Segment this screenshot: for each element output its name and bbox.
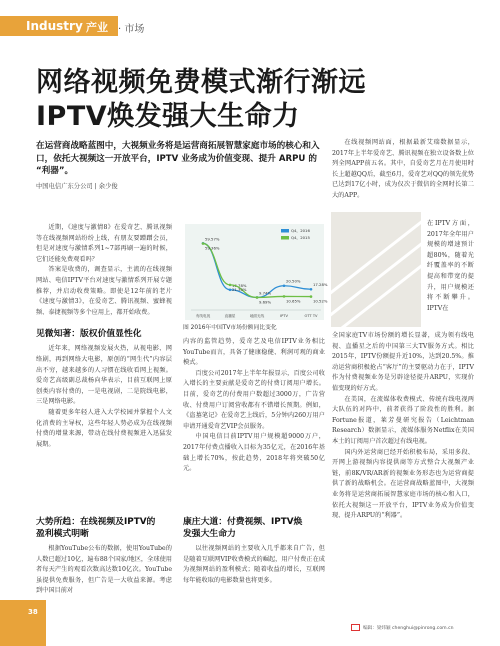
data-label: 10.52%	[313, 298, 328, 304]
footer-contact-text: 编辑：梁炜颖 chenghui@pinrong.com.cn	[363, 625, 454, 631]
data-label: 10.65%	[286, 298, 301, 304]
graphic-stroke	[325, 253, 437, 342]
section-label-cn: 产业	[86, 21, 108, 34]
paragraph: 以往视频网站的主要收入几乎都来自广告，但是随着互联网VIP收费模式的崛起，用户付费正在成为视频网站的盈利模式；随着收益的增长，互联网每年能收取的电影数量也将更多。	[183, 545, 325, 584]
paragraph: 答案是收费的，调查显示，主流的在线视频网站、电信IPTV平台对速度与激情系列开展专题推荐，并启动收费策略。即使是12年前的老片《速度与激情3》，在爱奇艺、腾讯视频、蜜蜂视频、泰捷视频等多个应用上，都开始收费。	[36, 266, 172, 316]
data-label: 9.69%	[259, 299, 272, 305]
legend-label: Q4，2016	[291, 228, 310, 233]
series-point	[229, 288, 232, 291]
article-title-line2: IPTV焕发强大生命力	[36, 101, 300, 132]
graphic-stroke	[325, 209, 437, 298]
footer-page-tab	[0, 600, 46, 646]
data-label: 17.28%	[313, 282, 328, 288]
section-heading	[183, 516, 325, 540]
legend-swatch	[281, 229, 289, 233]
legend-swatch	[281, 236, 289, 240]
series-point	[283, 284, 286, 287]
paragraph: 在线视频网站面，根据最新艾瑞数据显示，2017年上半年爱奇艺、腾讯视频在独立设备数上位列全网APP前五名。其中，自爱奇艺月在月使用时长上超越QQ后，截至6月，爱奇艺对QQ的领先优势已达到17亿小时，成为仅次于微信的全网时长第二大的APP。	[332, 139, 474, 199]
x-tick-label: OTT TV	[304, 314, 318, 318]
data-label: 20.50%	[286, 278, 301, 284]
series-point	[256, 296, 259, 299]
data-label: 16.78%	[232, 282, 247, 288]
column-left	[36, 223, 172, 450]
article-byline: 中国电信广东分公司 | 余少俊	[36, 183, 118, 190]
x-tick-label: IPTV	[280, 314, 288, 318]
x-tick-label: 直播星	[224, 314, 236, 318]
section-heading-line: 发强大生命力	[183, 529, 236, 539]
paragraph: 全国家庭TV市场份额的增长显著，成为领有线电视、直播星之后的中国第三大TV服务方式。相比2015年，IPTV份额提升近10%，达到20.5%。推动运营商积极抢占“客厅”的主要驱动力在于，IPTV作为付费视频业务是另辟途径提升ARPU，实现价值变现的好方式。	[332, 332, 474, 392]
paragraph: 中国电信目前IPTV用户规模超9000万户，2017年付费点播收入目标为35亿元，在2016年基础上增长70%，按此趋势，2018年将突破50亿元。	[183, 433, 325, 473]
paragraph: 根据YouTube公布的数据，使用YouTube的人数已超过10亿，遍布88个国家/地区，全球使用者每天产生的观看次数高达数10亿次。YouTube虽提供免费服务，但广告是一大收益来源。考虑到中国目前对	[36, 545, 172, 595]
section-label-en: Industry	[26, 19, 83, 33]
column-right-full	[332, 331, 474, 522]
section-heading	[36, 516, 172, 540]
decorative-graphic	[331, 212, 421, 327]
mail-icon	[351, 624, 360, 631]
section-heading: 见微知著：版权价值显性化	[36, 329, 142, 340]
paragraph: 在IPTV方面，2017年全年用户规模的增速预计超80%，随着光纤覆盖率的不断提高和带宽的提升，用户规模还将不断攀升。IPTV在	[427, 220, 474, 312]
section-heading-line: 盈利模式明晰	[36, 529, 89, 539]
series-point	[310, 288, 313, 291]
section-sub-label: · 市场	[118, 24, 145, 35]
paragraph: 近期，《速度与激情8》在爱奇艺、腾讯视频等在线视频网站纷纷上线，有朋友要蹭蹭会员，但是对速度与激情系列1~7部再刷一遍的时候，它们还能免费观看吗？	[36, 224, 172, 263]
data-label: 9.74%	[259, 290, 272, 296]
graphic-stroke	[325, 231, 437, 320]
column-right	[332, 138, 474, 202]
page-number: 38	[28, 608, 38, 616]
paragraph: 在美国，在流媒体收费模式、传统有线电视两大队伍的对阵中，前者获得了阶段性的胜利。据Fortune报道，莱芳曼研究报告（Leichtman Research）数据显示，流媒体服务Netflix在美国本土的订阅用户首次超过有线电视。	[332, 395, 474, 445]
article-lead: 在运营商战略蓝图中，大视频业务将是运营商拓展智慧家庭市场的核心和入口，依托大视频这一开放平台，IPTV 业务成为价值变现、提升 ARPU 的 “利器”。	[36, 141, 320, 176]
column-right-wrap	[427, 219, 474, 314]
section-heading-line: 康庄大道：付费视频、IPTV焕	[183, 517, 303, 527]
paragraph: 百度公司2017年上半年年报显示，百度公司收入增长的主要贡献是爱奇艺的付费订阅用户增长。目前，爱奇艺的付费用户数超过3000万，广告营收、付费用户订阅营收都有不错增长预期。例如，《盗墓笔记》在爱奇艺上线后，5分钟内260万用户申请开通爱奇艺VIP会员服务。	[183, 369, 325, 430]
column-middle	[183, 337, 325, 475]
paragraph: 国内外运营商已经开始积极布局，采用多段、开网上游视频内容提供商等方式整合大视频产业链，前8K/VR/AR新的视频业务形态也为运营商提供了新的战略机会。在运营商战略蓝图中，大视频业务将是运营商拓展智慧家庭市场的核心和入口，依托大视频这一开放平台，IPTV业务成为价值变现、提升ARPU的“利器”。	[332, 448, 474, 520]
series-point	[229, 284, 232, 287]
series-point	[202, 242, 205, 245]
article-title	[36, 66, 476, 134]
x-tick-label: 有线电视	[195, 314, 211, 318]
series-point	[310, 295, 313, 298]
footer-contact	[351, 624, 454, 631]
data-label: 59.36%	[205, 245, 220, 251]
paragraph: 近年来，网络视频发展火热，从视电影、网络剧，再到网络大电影，原创的“网生代”内容层出不穷，越来越多的人习惯在线收看网上视频。爱奇艺高级副总裁杨向华表示，目前互联网上原创类内容付费的，一是电视剧，二是院线电影，三是网络电影。	[36, 345, 172, 406]
section-heading-line: 大势所趋：在线视频及IPTV的	[36, 517, 156, 527]
x-tick-label: 地面无线	[249, 314, 265, 318]
market-share-line-chart	[183, 222, 326, 322]
series-point	[283, 295, 286, 298]
column-left-lower	[36, 516, 172, 597]
data-label: 59.57%	[205, 236, 220, 242]
header-bar	[0, 16, 180, 36]
article-title-line1: 网络视频免费模式渐行渐远	[36, 67, 366, 98]
chart-caption: 图 2016年中国TV市场份额同比变化	[183, 325, 277, 331]
paragraph: 随着更多年轻人进入大学校园并掌握个人文化消费的主导权，这些年轻人势必成为在线视频付费的增量来源，带动在线付费视频进入迅猛发展期。	[36, 408, 172, 448]
data-label: 21.30%	[232, 286, 247, 292]
column-middle-lower	[183, 516, 325, 586]
paragraph: 内容的监管趋势，爱奇艺及电信IPTV业务相比YouTube而言，具备了健康稳健、利润可观的商业模式。	[183, 338, 325, 367]
legend-label: Q4，2015	[291, 235, 310, 240]
